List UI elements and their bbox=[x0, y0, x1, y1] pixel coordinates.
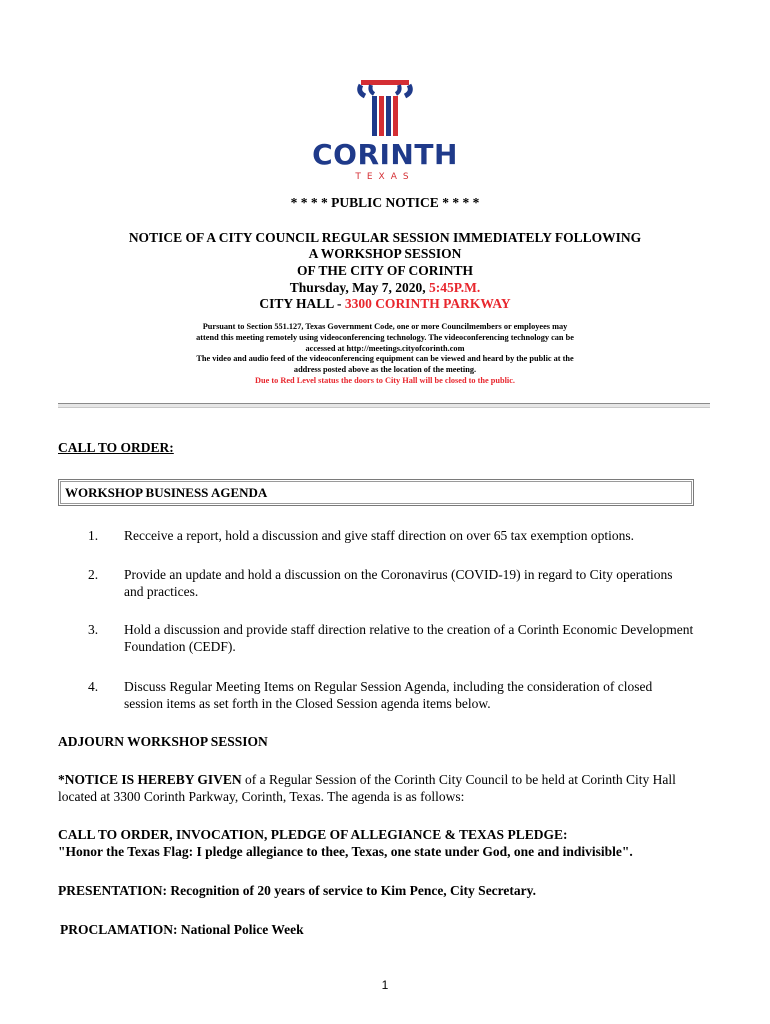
proclamation-item: PROCLAMATION: National Police Week bbox=[60, 922, 304, 937]
agenda-item-text: Provide an update and hold a discussion on the Coronavirus (COVID-19) in regard to City operations bbox=[124, 567, 673, 582]
meeting-date-text: Thursday, May 7, 2020, bbox=[289, 280, 429, 295]
horizontal-rule bbox=[58, 403, 710, 408]
notice-given-paragraph bbox=[58, 771, 718, 805]
call-to-order-heading: CALL TO ORDER: bbox=[58, 440, 174, 455]
agenda-item-number: 3. bbox=[88, 622, 99, 637]
notice-given-text: of a Regular Session of the Corinth City Council to be held at Corinth City Hall bbox=[241, 772, 676, 787]
remote-notice-line-2: attend this meeting remotely using videoconferencing technology. The videoconferencing technology can be bbox=[196, 333, 574, 342]
agenda-item-number: 1. bbox=[88, 528, 99, 543]
remote-notice-line-5: address posted above as the location of the meeting. bbox=[293, 365, 477, 374]
remote-notice-line-1: Pursuant to Section 551.127, Texas Government Code, one or more Councilmembers or employees may bbox=[202, 322, 568, 331]
workshop-agenda-box bbox=[58, 479, 694, 506]
red-level-notice: Due to Red Level status the doors to City Hall will be closed to the public. bbox=[255, 376, 515, 385]
agenda-item-text-cont: Foundation (CEDF). bbox=[124, 639, 236, 654]
agenda-item-text-cont: session items as set forth in the Closed Session agenda items below. bbox=[124, 696, 491, 711]
meeting-time: 5:45P.M. bbox=[428, 280, 481, 295]
workshop-agenda-title: WORKSHOP BUSINESS AGENDA bbox=[60, 481, 692, 504]
agenda-item-text-cont: and practices. bbox=[124, 584, 199, 599]
notice-title-line-3: OF THE CITY OF CORINTH bbox=[296, 263, 474, 278]
corinth-logo bbox=[355, 78, 415, 138]
page-number: 1 bbox=[381, 978, 389, 992]
remote-notice-line-4: The video and audio feed of the videoconferencing equipment can be viewed and heard by the public at the bbox=[196, 354, 574, 363]
agenda-item-number: 4. bbox=[88, 679, 99, 694]
remote-notice-line-3: accessed at http://meetings.cityofcorinth.com bbox=[305, 344, 465, 353]
meeting-location bbox=[0, 295, 770, 312]
texas-pledge-text: "Honor the Texas Flag: I pledge allegiance to thee, Texas, one state under God, one and indivisible". bbox=[58, 844, 633, 859]
notice-given-bold: *NOTICE IS HEREBY GIVEN bbox=[58, 772, 242, 787]
adjourn-heading: ADJOURN WORKSHOP SESSION bbox=[58, 734, 268, 749]
agenda-item-text: Recceive a report, hold a discussion and give staff direction on over 65 tax exemption options. bbox=[124, 528, 634, 543]
location-prefix: CITY HALL - bbox=[259, 296, 345, 311]
notice-title-line-1: NOTICE OF A CITY COUNCIL REGULAR SESSION IMMEDIATELY FOLLOWING bbox=[128, 230, 642, 245]
notice-title-line-2: A WORKSHOP SESSION bbox=[308, 246, 462, 261]
meeting-date bbox=[0, 279, 770, 296]
notice-given-text-cont: located at 3300 Corinth Parkway, Corinth, Texas. The agenda is as follows: bbox=[58, 789, 465, 804]
logo-wordmark: CORINTH bbox=[312, 138, 458, 171]
agenda-item-text: Hold a discussion and provide staff direction relative to the creation of a Corinth Economic Development bbox=[124, 622, 694, 637]
presentation-item: PRESENTATION: Recognition of 20 years of service to Kim Pence, City Secretary. bbox=[58, 883, 537, 898]
logo-subtitle: TEXAS bbox=[355, 172, 415, 182]
public-notice-heading: * * * * PUBLIC NOTICE * * * * bbox=[290, 195, 480, 210]
location-address: 3300 CORINTH PARKWAY bbox=[344, 296, 511, 311]
pledge-heading: CALL TO ORDER, INVOCATION, PLEDGE OF ALLEGIANCE & TEXAS PLEDGE: bbox=[58, 827, 568, 842]
agenda-item-number: 2. bbox=[88, 567, 99, 582]
agenda-item-text: Discuss Regular Meeting Items on Regular Session Agenda, including the consideration of closed bbox=[124, 679, 653, 694]
